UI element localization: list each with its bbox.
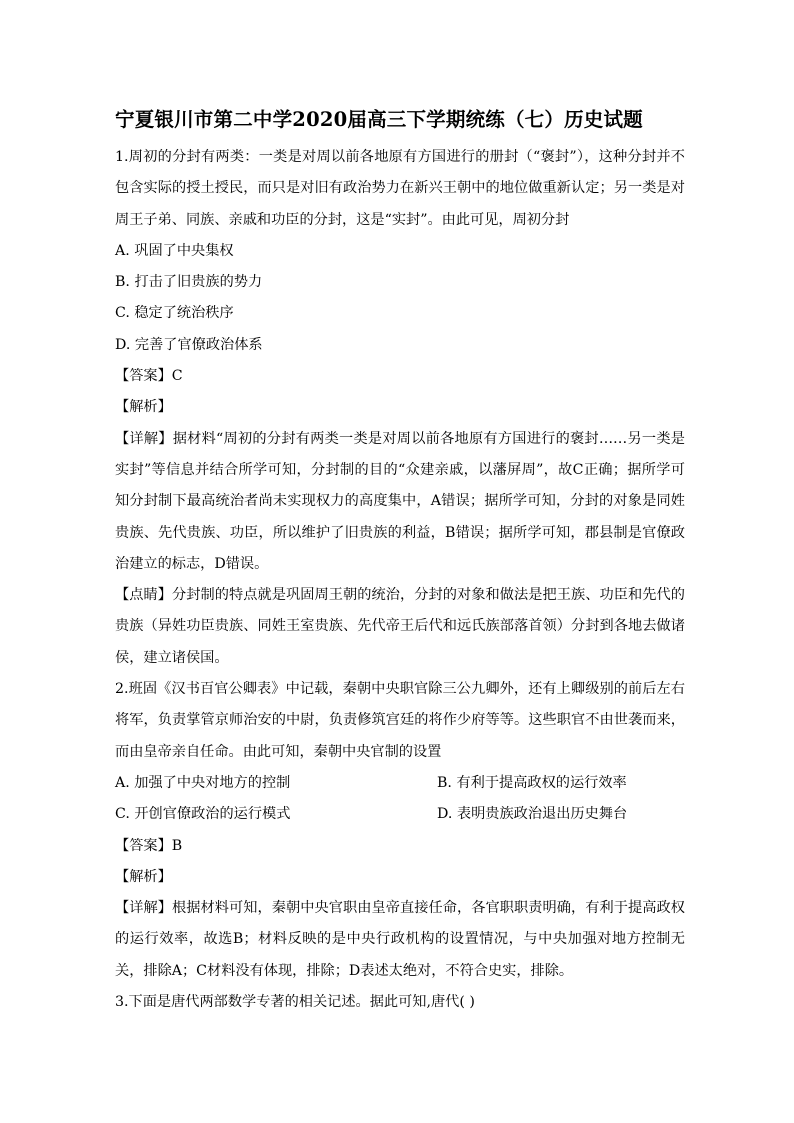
- question-2-stem: 2.班固《汉书百官公卿表》中记载，秦朝中央职官除三公九卿外，还有上卿级别的前后左右将军，负责掌管京师治安的中尉，负责修筑宫廷的将作少府等等。这些职官不由世袭而来，而由皇帝亲自任命。由此可知，秦朝中央官制的设置: [115, 681, 685, 760]
- q2-option-d: D. 表明贵族政治退出历史舞台: [437, 806, 628, 823]
- q2-option-b: B. 有利于提高政权的运行效率: [437, 774, 627, 791]
- q1-detail: [115, 424, 685, 580]
- q1-answer-label: 【答案】: [115, 368, 172, 385]
- q1-point-label: 【点睛】: [115, 587, 173, 604]
- q1-detail-text: 据材料“周初的分封有两类一类是对周以前各地原有方国进行的褒封……另一类是实封”等信息并结合所学可知，分封制的目的“众建亲戚，以藩屏周”，故C正确；据所学可知分封制下最高统治者尚未实现权力的高度集中，A错误；据所学可知，分封的对象是同姓贵族、先代贵族、功臣，所以维护了旧贵族的利益，B错误；据所学可知，郡县制是官僚政治建立的标志，D错误。: [115, 430, 685, 572]
- q1-analysis-label: 【解析】: [115, 399, 172, 416]
- q2-options-row-1: [115, 768, 685, 799]
- q1-detail-label: 【详解】: [115, 430, 173, 447]
- q2-options-row-2: [115, 799, 685, 830]
- question-1-stem: 1.周初的分封有两类：一类是对周以前各地原有方国进行的册封（“褒封”），这种分封并不包含实际的授土授民，而只是对旧有政治势力在新兴王朝中的地位做重新认定；另一类是对周王子弟、同族、亲戚和功臣的分封，这是“实封”。由此可见，周初分封: [115, 149, 685, 228]
- q1-option-a: A. 巩固了中央集权: [115, 242, 234, 259]
- q1-option-b: B. 打击了旧贵族的势力: [115, 274, 263, 291]
- q1-answer: [115, 361, 685, 392]
- q2-answer-value: B: [171, 837, 183, 854]
- q2-answer-label: 【答案】: [115, 837, 172, 854]
- q2-detail: [115, 893, 685, 987]
- q1-option-d: D. 完善了官僚政治体系: [115, 336, 263, 353]
- q2-option-c: C. 开创官僚政治的运行模式: [115, 806, 291, 823]
- q1-point-text: 分封制的特点就是巩固周王朝的统治，分封的对象和做法是把王族、功臣和先代的贵族（异姓功臣贵族、同姓王室贵族、先代帝王后代和远氏族部落首领）分封到各地去做诸侯，建立诸侯国。: [115, 587, 685, 666]
- document-body: [115, 142, 685, 1018]
- q1-point: [115, 580, 685, 674]
- q2-detail-label: 【详解】: [115, 900, 173, 917]
- q2-analysis-label: 【解析】: [115, 868, 172, 885]
- question-3-stem: 3.下面是唐代两部数学专著的相关记述。据此可知,唐代( ): [115, 994, 475, 1011]
- q2-detail-text: 根据材料可知，秦朝中央官职由皇帝直接任命，各官职职责明确，有利于提高政权的运行效率，故选B；材料反映的是中央行政机构的设置情况，与中央加强对地方控制无关，排除A；C材料没有体现，排除；D表述太绝对，不符合史实，排除。: [115, 900, 685, 979]
- q1-answer-value: C: [171, 368, 183, 385]
- q1-option-c: C. 稳定了统治秩序: [115, 305, 234, 322]
- q2-answer: [115, 831, 685, 862]
- q2-option-a: A. 加强了中央对地方的控制: [115, 774, 291, 791]
- document-title: 宁夏银川市第二中学2020届高三下学期统练（七）历史试题: [115, 108, 643, 131]
